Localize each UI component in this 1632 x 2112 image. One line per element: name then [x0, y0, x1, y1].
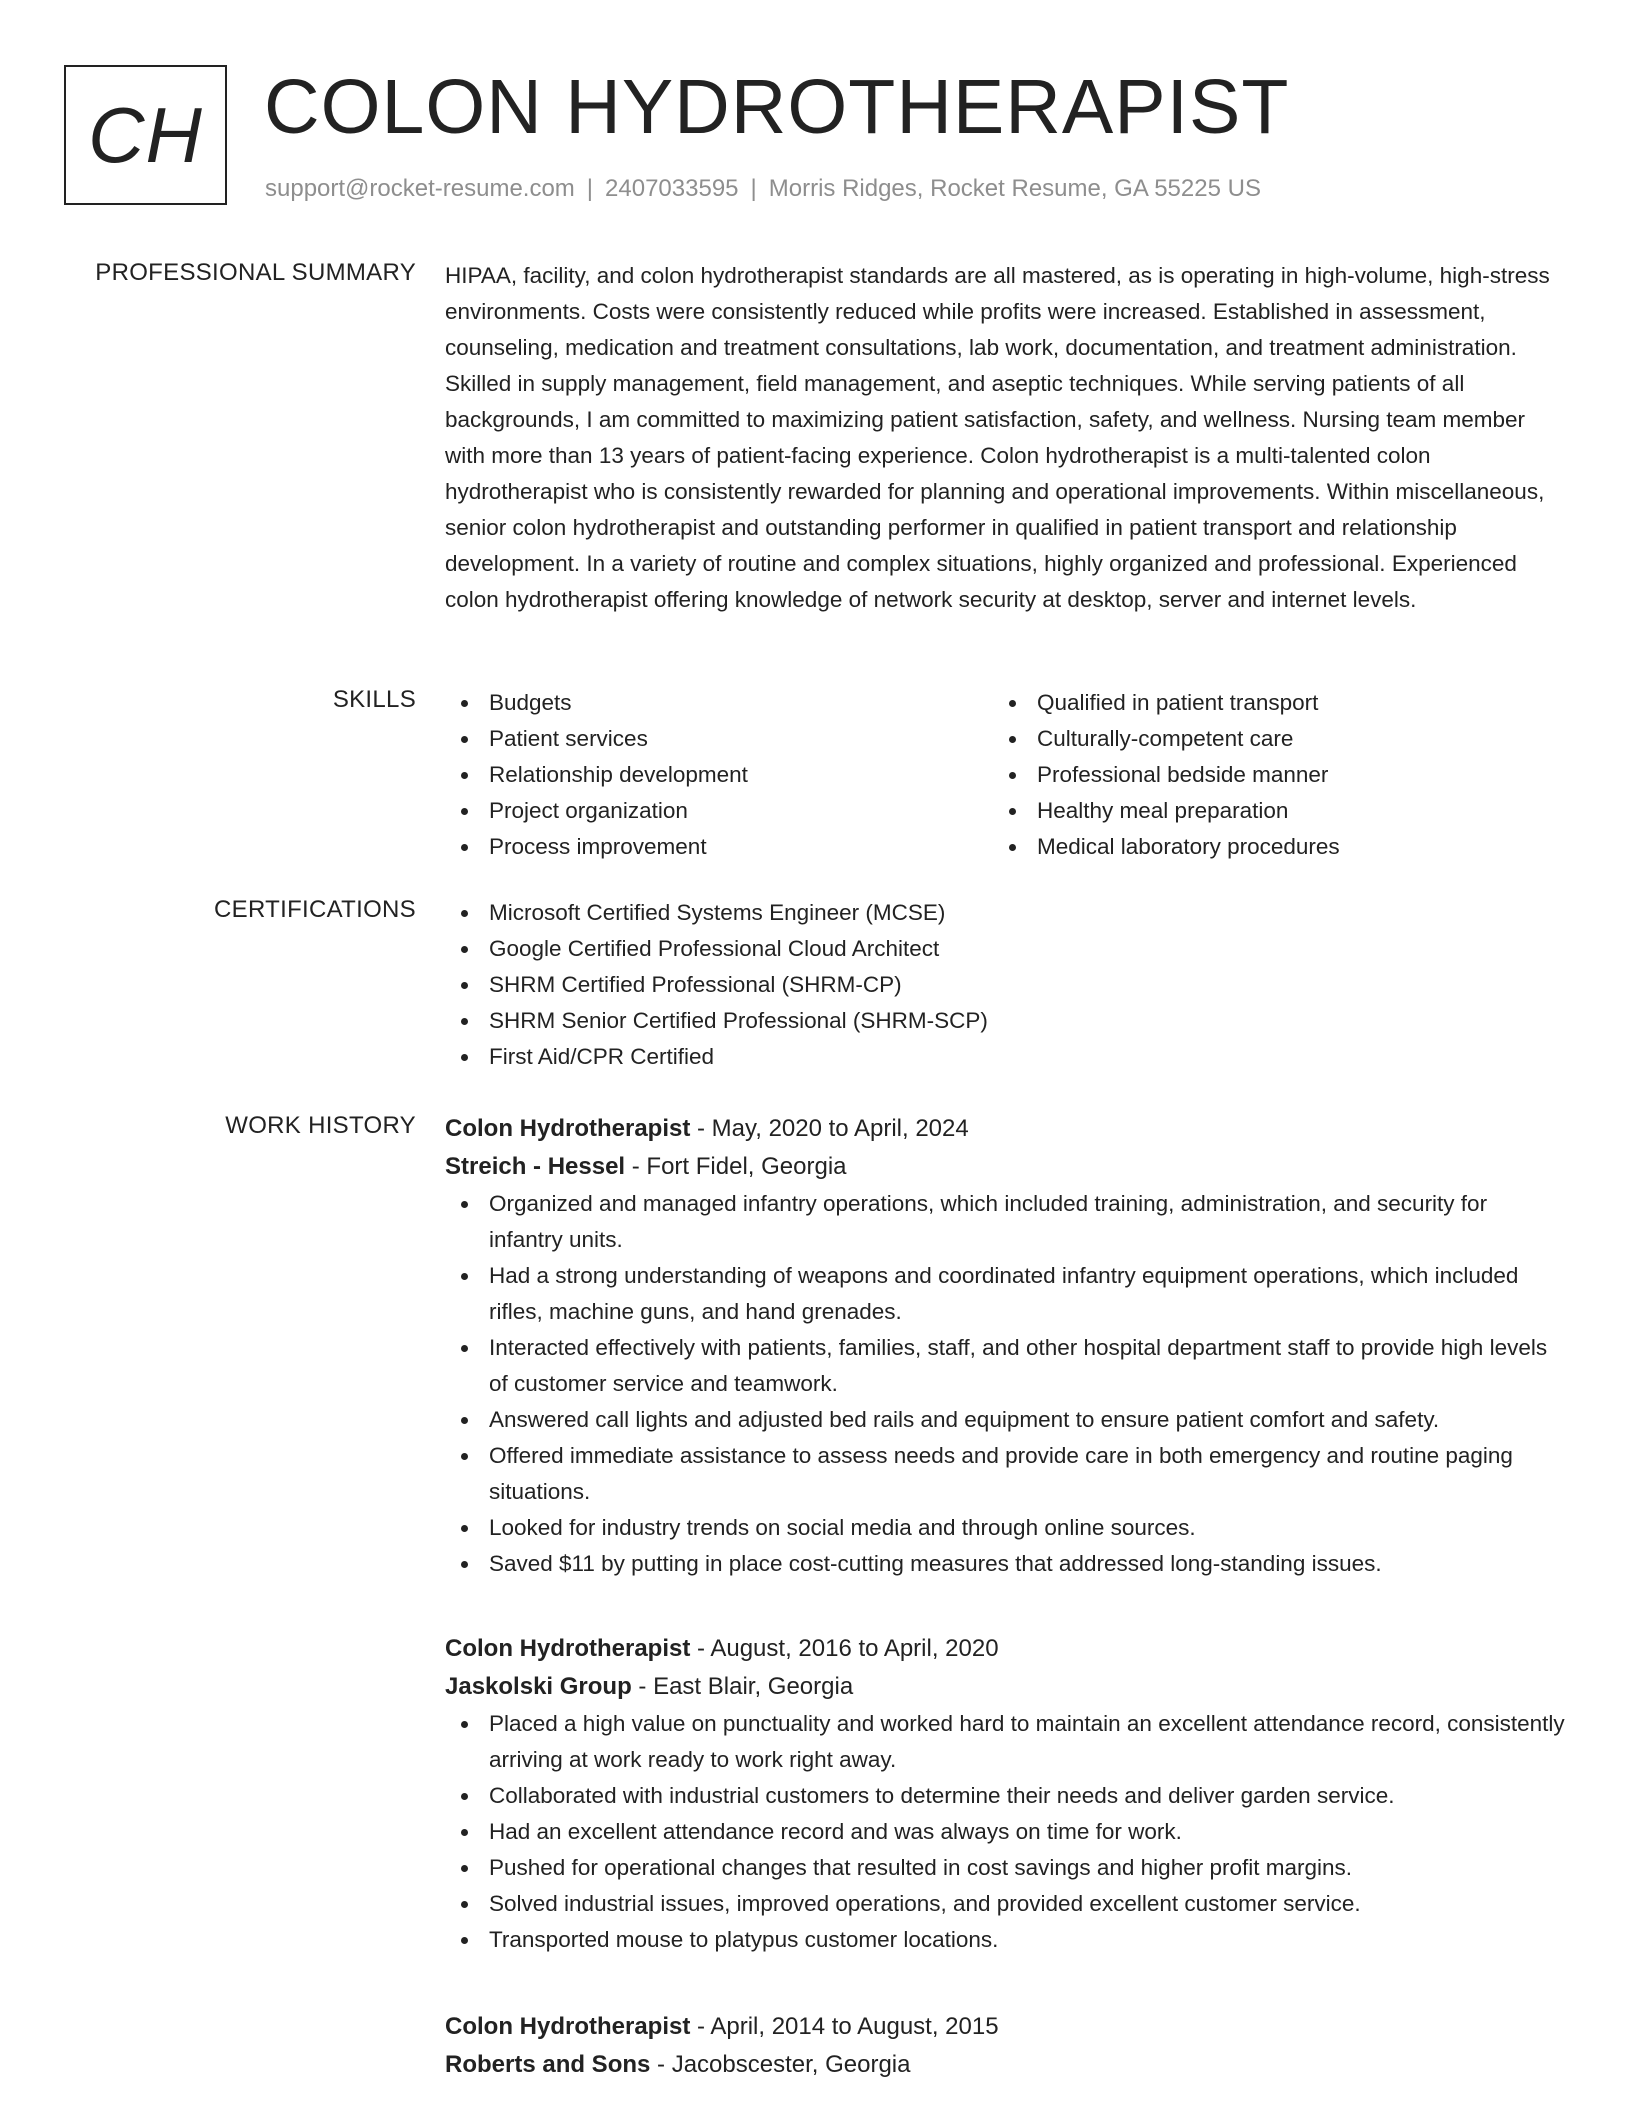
resume-header: [64, 65, 1572, 215]
contact-separator: |: [750, 175, 757, 202]
contact-separator: |: [586, 175, 594, 202]
certifications-body: [445, 895, 1565, 1075]
job-location: - East Blair, Georgia: [631, 1673, 854, 1700]
list-item: Offered immediate assistance to assess needs and provide care in both emergency and routine paging situations.: [445, 1438, 1565, 1510]
job-company: Jaskolski Group: [445, 1673, 632, 1700]
job-entry: [445, 1110, 1565, 1582]
skills-list-right: [993, 685, 1541, 865]
list-item: Saved $11 by putting in place cost-cutting measures that addressed long-standing issues.: [445, 1546, 1565, 1582]
work-history-body: [445, 1110, 1565, 2078]
list-item: Looked for industry trends on social media and through online sources.: [445, 1510, 1565, 1546]
job-title-line: [445, 2008, 1565, 2046]
job-dates: - August, 2016 to April, 2020: [690, 1635, 999, 1662]
job-company-line: [445, 1148, 1565, 1186]
list-item: Process improvement: [445, 829, 993, 865]
job-company-line: [445, 2046, 1565, 2084]
list-item: Qualified in patient transport: [993, 685, 1541, 721]
job-title: Colon Hydrotherapist: [445, 1115, 691, 1142]
list-item: Professional bedside manner: [993, 757, 1541, 793]
list-item: Transported mouse to platypus customer locations.: [445, 1922, 1565, 1958]
summary-body: [445, 258, 1565, 618]
list-item: SHRM Senior Certified Professional (SHRM-SCP): [445, 1003, 1565, 1039]
job-company-line: [445, 1668, 1565, 1706]
list-item: Solved industrial issues, improved operations, and provided excellent customer service.: [445, 1886, 1565, 1922]
list-item: Collaborated with industrial customers to determine their needs and deliver garden service.: [445, 1778, 1565, 1814]
summary-text: HIPAA, facility, and colon hydrotherapist standards are all mastered, as is operating in high-volume, high-stress environments. Costs were consistently reduced while profits were increased. Established in assessment, counseling, medication and treatment consultations, lab work, documentation, and treatment administration. Skilled in supply management, field management, and aseptic techniques. While serving patients of all backgrounds, I am committed to maximizing patient satisfaction, safety, and wellness. Nursing team member with more than 13 years of patient-facing experience. Colon hydrotherapist is a multi-talented colon hydrotherapist who is consistently rewarded for planning and operational improvements. Within miscellaneous, senior colon hydrotherapist and outstanding performer in qualified in patient transport and relationship development. In a variety of routine and complex situations, highly organized and professional. Experienced colon hydrotherapist offering knowledge of network security at desktop, server and internet levels.: [445, 263, 1550, 612]
contact-address: Morris Ridges, Rocket Resume, GA 55225 US: [768, 175, 1261, 202]
job-location: - Fort Fidel, Georgia: [625, 1153, 847, 1180]
skills-grid: [445, 685, 1565, 865]
job-entry: [445, 2008, 1565, 2084]
list-item: Culturally-competent care: [993, 721, 1541, 757]
job-title: Colon Hydrotherapist: [445, 2013, 691, 2040]
list-item: Interacted effectively with patients, families, staff, and other hospital department staff to provide high levels of customer service and teamwork.: [445, 1330, 1565, 1402]
job-company: Roberts and Sons: [445, 2051, 651, 2078]
list-item: Patient services: [445, 721, 993, 757]
job-title: Colon Hydrotherapist: [445, 1635, 691, 1662]
monogram-initials: CH: [88, 90, 203, 179]
monogram-badge: [64, 65, 227, 205]
job-entry: [445, 1630, 1565, 1958]
section-heading-certifications: CERTIFICATIONS: [214, 896, 416, 923]
section-heading-skills: SKILLS: [332, 686, 416, 713]
job-location: - Jacobscester, Georgia: [650, 2051, 911, 2078]
list-item: Project organization: [445, 793, 993, 829]
contact-phone: 2407033595: [605, 175, 739, 202]
skills-list-left: [445, 685, 993, 865]
list-item: Relationship development: [445, 757, 993, 793]
list-item: Placed a high value on punctuality and worked hard to maintain an excellent attendance record, consistently arriving at work ready to work right away.: [445, 1706, 1565, 1778]
section-heading-summary: PROFESSIONAL SUMMARY: [95, 259, 416, 286]
list-item: Medical laboratory procedures: [993, 829, 1541, 865]
skills-body: [445, 685, 1565, 865]
list-item: Microsoft Certified Systems Engineer (MCSE): [445, 895, 1565, 931]
list-item: Budgets: [445, 685, 993, 721]
job-title-line: [445, 1110, 1565, 1148]
list-item: First Aid/CPR Certified: [445, 1039, 1565, 1075]
list-item: Healthy meal preparation: [993, 793, 1541, 829]
page-title: COLON HYDROTHERAPIST: [264, 64, 1290, 150]
contact-email: support@rocket-resume.com: [265, 175, 575, 202]
job-bullet-list: [445, 1186, 1565, 1582]
job-dates: - May, 2020 to April, 2024: [690, 1115, 969, 1142]
list-item: Google Certified Professional Cloud Architect: [445, 931, 1565, 967]
list-item: Had a strong understanding of weapons and coordinated infantry equipment operations, which included rifles, machine guns, and hand grenades.: [445, 1258, 1565, 1330]
list-item: Pushed for operational changes that resulted in cost savings and higher profit margins.: [445, 1850, 1565, 1886]
contact-line: [265, 175, 1261, 203]
job-title-line: [445, 1630, 1565, 1668]
list-item: Had an excellent attendance record and was always on time for work.: [445, 1814, 1565, 1850]
list-item: SHRM Certified Professional (SHRM-CP): [445, 967, 1565, 1003]
job-dates: - April, 2014 to August, 2015: [690, 2013, 999, 2040]
job-bullet-list: [445, 1706, 1565, 1958]
certifications-list: [445, 895, 1565, 1075]
section-heading-work-history: WORK HISTORY: [225, 1112, 416, 1139]
job-company: Streich - Hessel: [445, 1153, 626, 1180]
list-item: Answered call lights and adjusted bed rails and equipment to ensure patient comfort and safety.: [445, 1402, 1565, 1438]
list-item: Organized and managed infantry operations, which included training, administration, and security for infantry units.: [445, 1186, 1565, 1258]
